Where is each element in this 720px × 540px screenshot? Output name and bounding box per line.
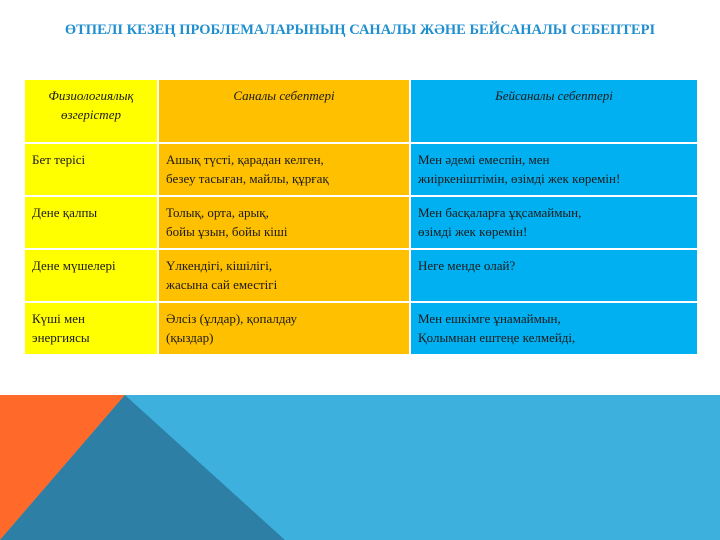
causes-table — [23, 78, 699, 356]
cell-conscious: Ашық түсті, қарадан келген, безеу тасыған, майлы, құрғақ — [158, 143, 410, 196]
cell-change: Күші мен энергиясы — [24, 302, 158, 355]
table-row — [24, 196, 698, 249]
cell-unconscious: Неге менде олай? — [410, 249, 698, 302]
cell-conscious: Толық, орта, арық, бойы ұзын, бойы кіші — [158, 196, 410, 249]
table-row — [24, 302, 698, 355]
cell-change: Дене мүшелері — [24, 249, 158, 302]
table-row — [24, 143, 698, 196]
cell-unconscious: Мен әдемі емеспін, мен жиіркеніштімін, өзімді жек көремін! — [410, 143, 698, 196]
cell-conscious: Үлкендігі, кішілігі, жасына сай еместігі — [158, 249, 410, 302]
cell-change: Бет терісі — [24, 143, 158, 196]
cell-unconscious: Мен басқаларға ұқсамаймын, өзімді жек көремін! — [410, 196, 698, 249]
slide-title: ӨТПЕЛІ КЕЗЕҢ ПРОБЛЕМАЛАРЫНЫҢ САНАЛЫ ЖӘНЕ БЕЙСАНАЛЫ СЕБЕПТЕРІ — [64, 22, 656, 38]
cell-conscious: Әлсіз (ұлдар), қопалдау (қыздар) — [158, 302, 410, 355]
header-conscious-causes: Саналы себептері — [158, 79, 410, 143]
table-header-row — [24, 79, 698, 143]
table-row — [24, 249, 698, 302]
cell-unconscious: Мен ешкімге ұнамаймын, Қолымнан ештеңе келмейді, — [410, 302, 698, 355]
header-unconscious-causes: Бейсаналы себептері — [410, 79, 698, 143]
header-physiological-changes: Физиологиялық өзгерістер — [24, 79, 158, 143]
cell-change: Дене қалпы — [24, 196, 158, 249]
